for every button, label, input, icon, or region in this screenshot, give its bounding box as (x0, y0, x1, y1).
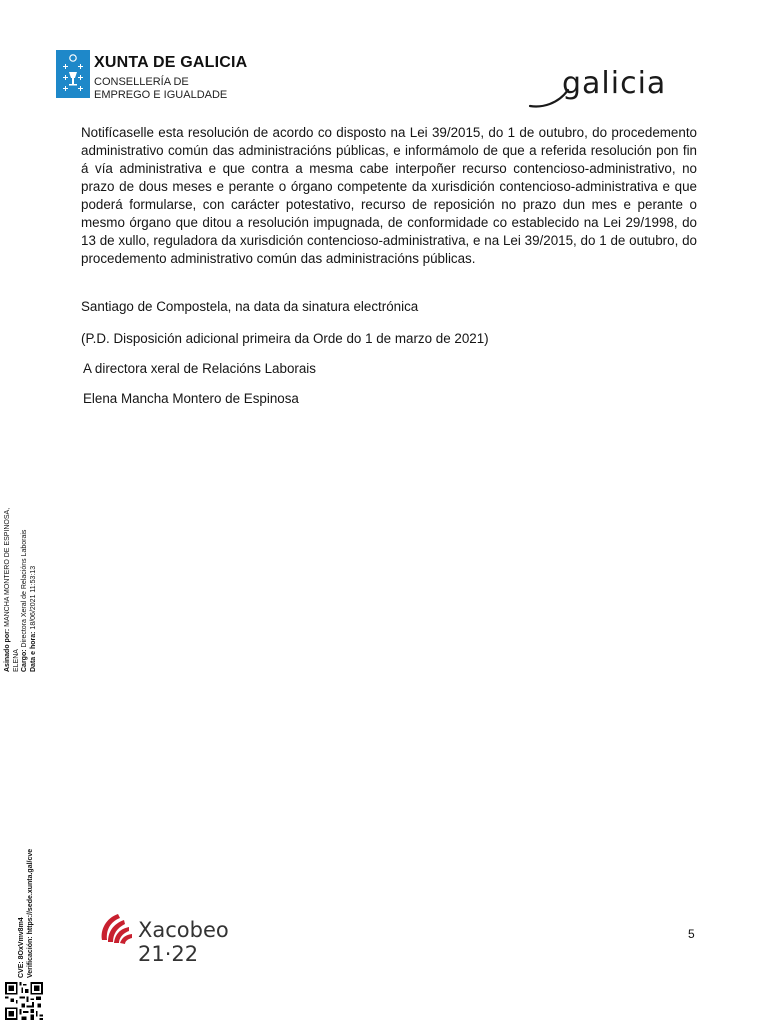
department-line-1: CONSELLERÍA DE (94, 76, 189, 88)
galicia-brand-logo (528, 62, 676, 112)
signer-name: Elena Mancha Montero de Espinosa (83, 391, 299, 406)
signed-by-value: MANCHA MONTERO DE ESPINOSA, (4, 507, 11, 627)
position-row (21, 452, 30, 672)
verification-label: Verificación: (26, 936, 34, 978)
signed-by-label: Asinado por: (4, 628, 11, 672)
xunta-shield-icon (56, 50, 90, 98)
electronic-signature-stamp (4, 452, 38, 672)
galicia-wordmark: galicia (562, 66, 667, 101)
delegation-note: (P.D. Disposición adicional primeira da Orde do 1 de marzo de 2021) (81, 331, 489, 346)
date-value: 18/06/2021 11:53:13 (29, 565, 37, 630)
scallop-shell-icon (98, 910, 134, 948)
signed-by-value-2: ELENA (12, 649, 20, 672)
qr-code-icon (5, 982, 43, 1020)
department-line-2: EMPREGO E IGUALDADE (94, 89, 228, 101)
page-number: 5 (688, 927, 695, 941)
org-name: XUNTA DE GALICIA (94, 54, 248, 71)
place-date: Santiago de Compostela, na data da sinatura electrónica (81, 299, 419, 314)
date-label: Data e hora: (29, 631, 37, 672)
cve-code: CVE: 8OxVmv8m4 (18, 917, 25, 978)
department-name (94, 76, 227, 102)
signed-by-row (4, 452, 13, 672)
position-label: Cargo: (21, 649, 28, 672)
xunta-logo (56, 50, 266, 106)
verification-stamp (18, 838, 35, 978)
xacobeo-logo (98, 910, 288, 966)
xacobeo-wordmark: Xacobeo 21·22 (138, 918, 229, 966)
date-row (30, 452, 39, 672)
verification-url[interactable]: https://sede.xunta.gal/cve (26, 848, 34, 935)
position-value: Directora Xeral de Relacións Laborais (21, 529, 28, 648)
resolution-paragraph: Notifícaselle esta resolución de acordo co disposto na Lei 39/2015, do 1 de outubro, do procedemento administrativo común das administracións públicas, e informámolo de que a referida resolución pon fin á vía administrativa e que contra a mesma cabe interpoñer recurso contencioso-administrativo, no prazo de dous meses e perante o órgano competente da xurisdición contencioso-administrativa e que poderá formularse, con carácter potestativo, recurso de reposición no prazo dun mes e perante o mesmo órgano que ditou a resolución impugnada, de conformidade co establecido na Lei 29/1998, do 13 de xullo, reguladora da xurisdición contencioso-administrativa, e na Lei 39/2015, do 1 de outubro, do procedemento administrativo común das administracións públicas. (81, 125, 697, 266)
signer-role: A directora xeral de Relacións Laborais (83, 361, 316, 376)
